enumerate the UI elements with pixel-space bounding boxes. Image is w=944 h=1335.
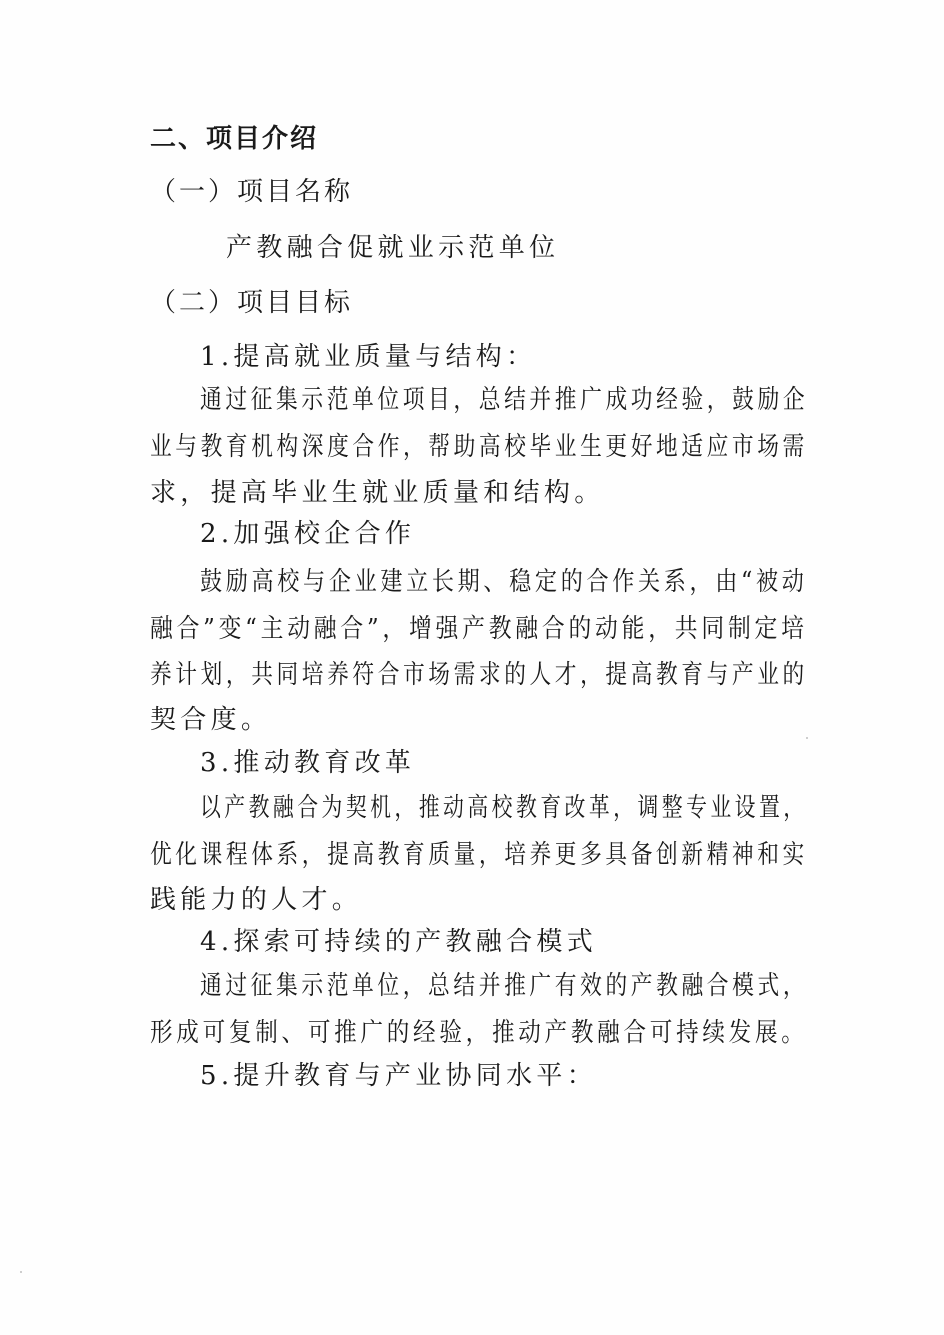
goal-paragraph-line: 通过征集示范单位项目，总结并推广成功经验，鼓励企 xyxy=(200,385,809,415)
subsection-goals-heading: （二）项目目标 xyxy=(150,288,354,318)
subsection-name-heading: （一）项目名称 xyxy=(150,177,354,207)
goal-title: 4.探索可持续的产教融合模式 xyxy=(200,927,598,957)
goal-paragraph-line: 契合度。 xyxy=(150,705,272,735)
goal-paragraph-line: 形成可复制、可推广的经验，推动产教融合可持续发展。 xyxy=(150,1018,808,1048)
goal-title: 1.提高就业质量与结构： xyxy=(200,342,537,372)
goal-title: 5.提升教育与产业协同水平： xyxy=(200,1061,598,1091)
goal-paragraph-line: 养计划，共同培养符合市场需求的人才，提高教育与产业的 xyxy=(150,660,808,690)
project-name: 产教融合促就业示范单位 xyxy=(226,233,560,263)
scan-speck xyxy=(806,737,808,739)
goal-paragraph-line: 以产教融合为契机，推动高校教育改革，调整专业设置， xyxy=(200,793,808,823)
goal-paragraph-line: 践能力的人才。 xyxy=(150,885,363,915)
goal-paragraph-line: 通过征集示范单位，总结并推广有效的产教融合模式， xyxy=(200,971,809,1001)
goal-paragraph-line: 鼓励高校与企业建立长期、稳定的合作关系，由“被动 xyxy=(200,567,808,597)
goal-paragraph-line: 求，提高毕业生就业质量和结构。 xyxy=(150,478,605,508)
section-title: 二、项目介绍 xyxy=(150,124,319,154)
goal-paragraph-line: 业与教育机构深度合作，帮助高校毕业生更好地适应市场需 xyxy=(150,432,808,462)
goal-title: 3.推动教育改革 xyxy=(200,748,416,778)
goal-paragraph-line: 优化课程体系，提高教育质量，培养更多具备创新精神和实 xyxy=(150,840,808,870)
goal-title: 2.加强校企合作 xyxy=(200,519,416,549)
goal-paragraph-line: 融合”变“主动融合”，增强产教融合的动能，共同制定培 xyxy=(150,614,808,644)
scan-speck xyxy=(20,1271,22,1273)
